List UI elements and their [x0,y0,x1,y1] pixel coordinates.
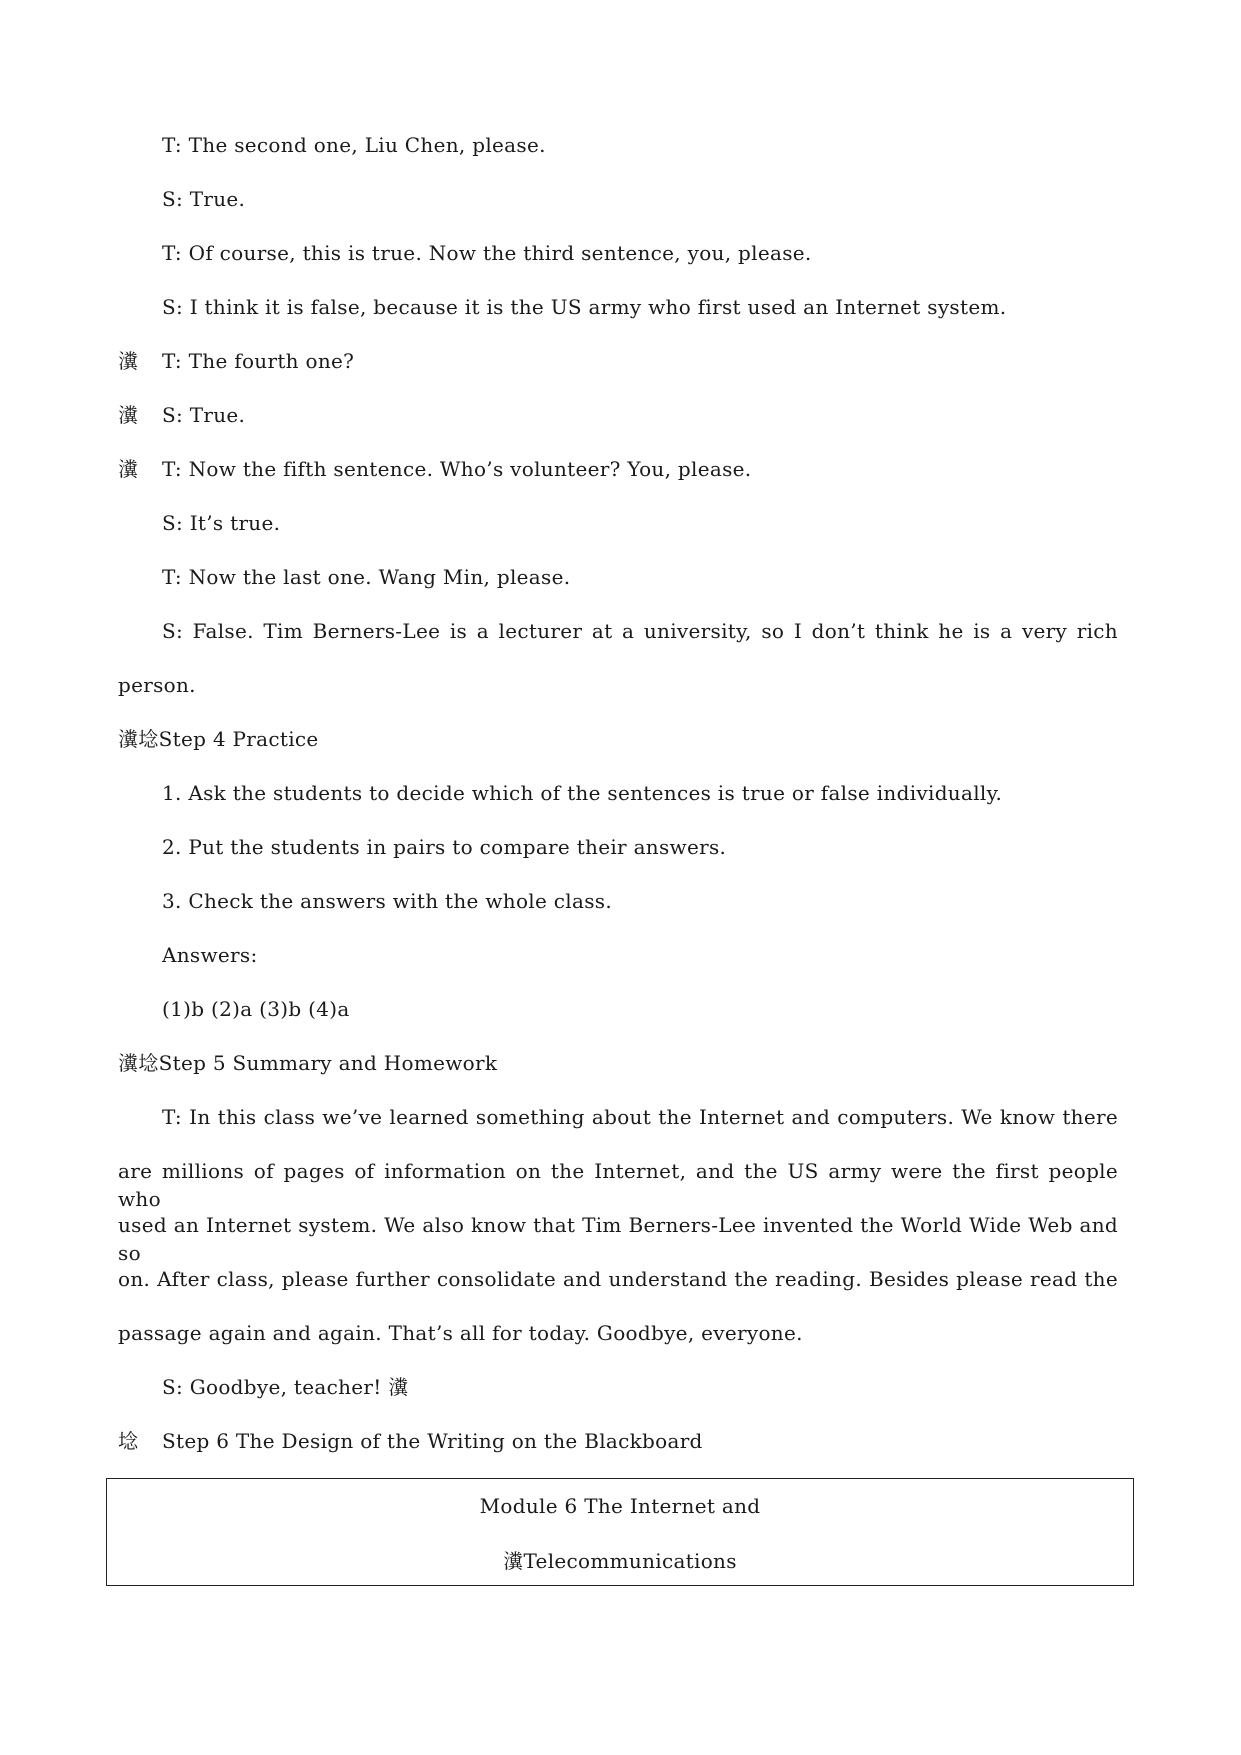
blackboard-line: Module 6 The Internet and [479,1494,761,1518]
dialogue-line: T: The second one, Liu Chen, please. [162,133,546,157]
step6-heading: Step 6 The Design of the Writing on the Blackboard [162,1429,703,1453]
glyph-marker: 瀵 [118,403,138,427]
summary-line: on. After class, please further consolidate and understand the reading. Besides please read the [118,1267,1118,1291]
summary-line: used an Internet system. We also know that Tim Berners-Lee invented the World Wide Web and so [118,1213,1118,1265]
step5-heading: 瀵埝Step 5 Summary and Homework [118,1051,498,1075]
dialogue-line: T: Now the last one. Wang Min, please. [162,565,571,589]
summary-line: passage again and again. That’s all for today. Goodbye, everyone. [118,1321,803,1345]
dialogue-line: S: True. [162,403,246,427]
dialogue-line: person. [118,673,196,697]
student-reply: S: Goodbye, teacher! 瀵 [162,1375,409,1399]
glyph-marker: 瀵 [118,349,138,373]
dialogue-line: T: Now the fifth sentence. Who’s volunteer? You, please. [162,457,752,481]
dialogue-line: S: I think it is false, because it is the US army who first used an Internet system. [162,295,1007,319]
step4-item: 1. Ask the students to decide which of the sentences is true or false individually. [162,781,1003,805]
blackboard-line: 瀵Telecommunications [503,1549,737,1573]
step4-item: 2. Put the students in pairs to compare their answers. [162,835,727,859]
dialogue-line: S: True. [162,187,246,211]
summary-line: are millions of pages of information on the Internet, and the US army were the first people who [118,1159,1118,1211]
dialogue-line: T: The fourth one? [162,349,355,373]
summary-line: T: In this class we’ve learned something about the Internet and computers. We know there [162,1105,1118,1129]
glyph-marker: 埝 [118,1429,138,1453]
dialogue-line: S: It’s true. [162,511,281,535]
dialogue-line: T: Of course, this is true. Now the third sentence, you, please. [162,241,812,265]
step4-item: 3. Check the answers with the whole class. [162,889,612,913]
blackboard-box [106,1478,1134,1586]
dialogue-line: S: False. Tim Berners-Lee is a lecturer at a university, so I don’t think he is a very rich [162,619,1118,643]
answers-values: (1)b (2)a (3)b (4)a [162,997,350,1021]
glyph-marker: 瀵 [118,457,138,481]
answers-label: Answers: [162,943,258,967]
step4-heading: 瀵埝Step 4 Practice [118,727,319,751]
